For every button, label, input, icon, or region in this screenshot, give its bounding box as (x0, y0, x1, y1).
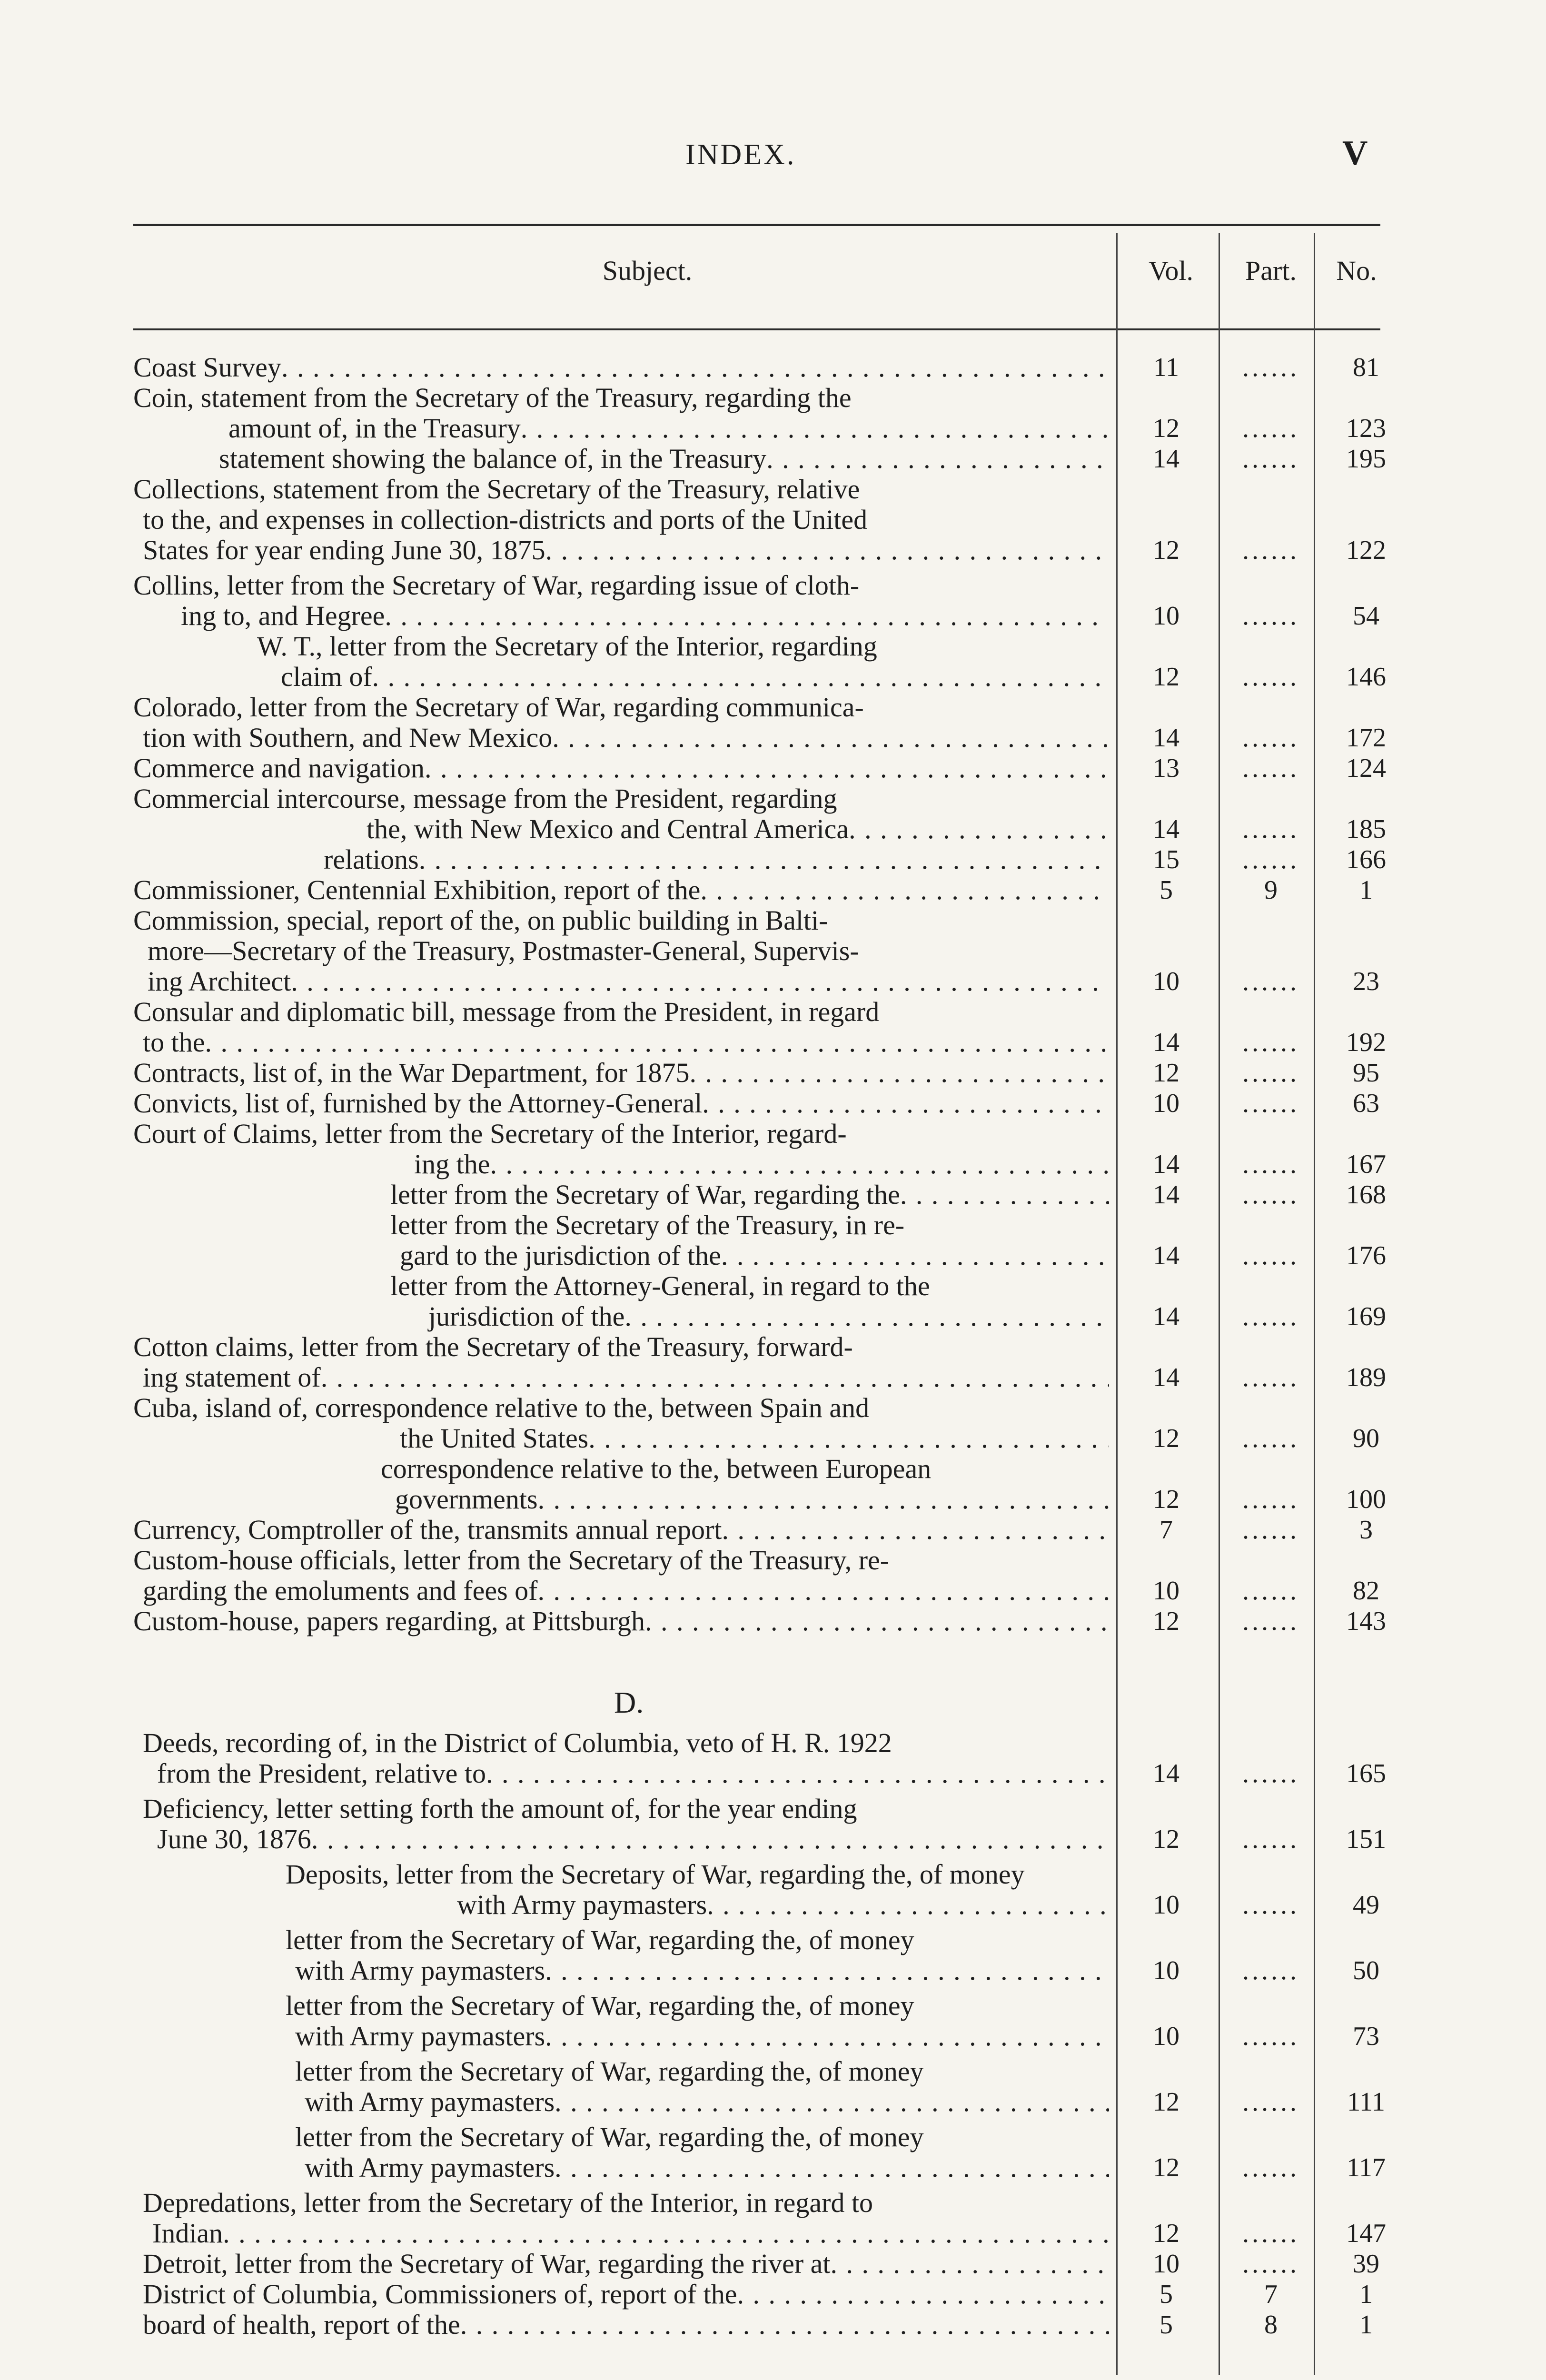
entry-vol: 14 (1153, 1028, 1179, 1057)
entry-subject-line: Indian . . . (143, 2218, 1109, 2249)
entry-subject (133, 1058, 1109, 1088)
entry-subject (133, 875, 1109, 905)
column-header-part: Part. (1245, 255, 1297, 286)
page-number: V (1342, 134, 1368, 173)
entry-no: 90 (1353, 1424, 1379, 1453)
entry-subject-line: Deficiency, letter setting forth the amount of, for the year ending (143, 1794, 857, 1824)
entry-subject (133, 352, 1109, 383)
entry-subject-line: Coin, statement from the Secretary of the Treasury, regarding the (133, 383, 852, 413)
entry-no: 63 (1353, 1089, 1379, 1118)
entry-no: 3 (1359, 1515, 1373, 1545)
entry-subject-line: relations . . . (324, 844, 1109, 875)
entry-subject-line: Contracts, list of, in the War Department, for 1875 . . . (133, 1058, 1109, 1088)
entry-vol: 14 (1153, 1180, 1179, 1210)
entry-subject (295, 2122, 1109, 2183)
entry-subject-line: letter from the Secretary of War, regarding the . . . (390, 1180, 1109, 1210)
entry-vol: 12 (1153, 1606, 1179, 1636)
entry-subject (390, 1180, 1109, 1210)
entry-no: 176 (1346, 1241, 1386, 1270)
entry-subject-line: letter from the Secretary of War, regarding the, of money (286, 1991, 914, 2021)
entry-part-leader: ...... (1242, 1576, 1299, 1606)
entry-part-leader: ...... (1242, 1058, 1299, 1088)
entry-no: 147 (1346, 2219, 1386, 2248)
entry-subject-line: Custom-house officials, letter from the Secretary of the Treasury, re- (133, 1545, 890, 1576)
entry-no: 124 (1346, 754, 1386, 783)
page-title: INDEX. (685, 139, 796, 171)
entry-no: 151 (1346, 1825, 1386, 1854)
column-divider-vol (1116, 233, 1118, 2375)
entry-part-leader: ...... (1242, 1028, 1299, 1057)
entry-vol: 15 (1153, 845, 1179, 874)
entry-part-leader: ...... (1242, 814, 1299, 844)
entry-vol: 5 (1160, 2280, 1173, 2309)
entry-no: 73 (1353, 2022, 1379, 2051)
header-rule-top (133, 224, 1380, 226)
entry-subject-line: tion with Southern, and New Mexico . . . (133, 723, 1109, 753)
entry-subject (219, 444, 1109, 474)
entry-subject-line: Currency, Comptroller of the, transmits annual report . . . (133, 1515, 1109, 1545)
entry-subject-line: States for year ending June 30, 1875 . . . (133, 535, 1109, 565)
entry-part: 7 (1264, 2280, 1278, 2309)
entry-subject-line: with Army paymasters . . . (286, 1955, 1109, 1986)
entry-subject-line: letter from the Attorney-General, in regard to the (390, 1271, 930, 1301)
entry-subject-line: the, with New Mexico and Central America . . . (133, 814, 1109, 844)
entry-subject-line: Convicts, list of, furnished by the Attorney-General . . . (133, 1088, 1109, 1119)
entry-vol: 12 (1153, 1058, 1179, 1088)
entry-vol: 5 (1160, 875, 1173, 905)
entry-subject (143, 2279, 1109, 2310)
entry-vol: 10 (1153, 1956, 1179, 1985)
entry-vol: 12 (1153, 536, 1179, 565)
entry-part-leader: ...... (1242, 1485, 1299, 1514)
entry-part-leader: ...... (1242, 1825, 1299, 1854)
entry-subject (133, 1545, 1109, 1606)
running-head (0, 133, 1546, 186)
entry-no: 185 (1346, 814, 1386, 844)
entry-part-leader: ...... (1242, 1606, 1299, 1636)
column-divider-part (1219, 233, 1220, 2375)
entry-subject-line: gard to the jurisdiction of the . . . (390, 1240, 1109, 1271)
entry-no: 122 (1346, 536, 1386, 565)
entry-subject (133, 1515, 1109, 1545)
entry-subject-line: correspondence relative to the, between European (381, 1454, 932, 1484)
entry-subject-line: ing statement of . . . (133, 1362, 1109, 1393)
entry-subject-line: Commerce and navigation . . . (133, 753, 1109, 783)
entry-subject-line: letter from the Secretary of the Treasury, in re- (390, 1210, 905, 1240)
entry-vol: 10 (1153, 2022, 1179, 2051)
entry-subject (133, 905, 1109, 997)
entry-part-leader: ...... (1242, 2153, 1299, 2182)
entry-subject-line: Detroit, letter from the Secretary of War, regarding the river at . . . (143, 2249, 1109, 2279)
entry-no: 165 (1346, 1759, 1386, 1788)
column-header-vol: Vol. (1148, 255, 1194, 286)
entry-subject (133, 570, 1109, 631)
entry-subject-line: Coast Survey . . . (133, 352, 1109, 383)
entry-no: 168 (1346, 1180, 1386, 1210)
entry-subject (133, 474, 1109, 565)
entry-subject-line: letter from the Secretary of War, regarding the, of money (295, 2056, 924, 2087)
entry-part-leader: ...... (1242, 2219, 1299, 2248)
entry-part-leader: ...... (1242, 414, 1299, 443)
entry-subject (133, 1606, 1109, 1636)
entry-subject (390, 1210, 1109, 1271)
entry-no: 123 (1346, 414, 1386, 443)
entry-subject (286, 1925, 1109, 1986)
entry-subject (133, 1393, 1109, 1454)
entry-subject-line: garding the emoluments and fees of . . . (133, 1576, 1109, 1606)
entry-part-leader: ...... (1242, 1150, 1299, 1179)
entry-vol: 12 (1153, 414, 1179, 443)
column-header-subject: Subject. (602, 255, 693, 286)
entry-no: 169 (1346, 1302, 1386, 1331)
entry-no: 146 (1346, 662, 1386, 692)
entry-subject (286, 1991, 1109, 2052)
entry-subject-line: amount of, in the Treasury . . . (133, 413, 1109, 444)
entry-no: 100 (1346, 1485, 1386, 1514)
entry-subject (143, 2188, 1109, 2249)
entry-subject-line: ing Architect . . . (133, 966, 1109, 997)
entry-no: 49 (1353, 1890, 1379, 1920)
entry-subject (390, 1271, 1109, 1332)
entry-subject-line: Deeds, recording of, in the District of Columbia, veto of H. R. 1922 (143, 1728, 892, 1758)
entry-vol: 12 (1153, 662, 1179, 692)
entry-subject-line: Colorado, letter from the Secretary of War, regarding communica- (133, 692, 864, 723)
entry-no: 143 (1346, 1606, 1386, 1636)
entry-vol: 14 (1153, 1759, 1179, 1788)
entry-subject (143, 1728, 1109, 1789)
entry-vol: 14 (1153, 1302, 1179, 1331)
entry-subject-line: claim of . . . (257, 662, 1109, 692)
entry-vol: 10 (1153, 601, 1179, 631)
entry-part-leader: ...... (1242, 1424, 1299, 1453)
entry-part-leader: ...... (1242, 2249, 1299, 2279)
entry-subject-line: District of Columbia, Commissioners of, report of the . . . (143, 2279, 1109, 2310)
entry-no: 192 (1346, 1028, 1386, 1057)
entry-subject-line: letter from the Secretary of War, regarding the, of money (286, 1925, 914, 1955)
entry-subject-line: Commission, special, report of the, on public building in Balti- (133, 905, 828, 936)
entry-subject-line: to the, and expenses in collection-districts and ports of the United (143, 505, 868, 535)
entry-subject-line: Cuba, island of, correspondence relative to the, between Spain and (133, 1393, 870, 1423)
entry-no: 1 (1359, 875, 1373, 905)
entry-subject-line: Deposits, letter from the Secretary of War, regarding the, of money (286, 1859, 1025, 1890)
entry-vol: 11 (1153, 353, 1179, 382)
entry-no: 23 (1353, 967, 1379, 996)
entry-part-leader: ...... (1242, 754, 1299, 783)
entry-subject (324, 844, 1109, 875)
entry-subject-line: with Army paymasters . . . (295, 2087, 1109, 2117)
entry-vol: 12 (1153, 2219, 1179, 2248)
entry-subject-line: Court of Claims, letter from the Secretary of the Interior, regard- (133, 1119, 847, 1149)
entry-no: 167 (1346, 1150, 1386, 1179)
entry-subject-line: governments . . . (381, 1484, 1109, 1515)
entry-vol: 10 (1153, 2249, 1179, 2279)
entry-no: 39 (1353, 2249, 1379, 2279)
entry-subject-line: Collins, letter from the Secretary of War, regarding issue of cloth- (133, 570, 860, 601)
entry-subject-line: board of health, report of the . . . (143, 2310, 1109, 2340)
entry-vol: 12 (1153, 1424, 1179, 1453)
entry-subject-line: Commercial intercourse, message from the President, regarding (133, 783, 837, 814)
entry-vol: 14 (1153, 444, 1179, 474)
entry-vol: 14 (1153, 814, 1179, 844)
entry-part-leader: ...... (1242, 2022, 1299, 2051)
entry-subject (143, 2249, 1109, 2279)
entry-no: 50 (1353, 1956, 1379, 1985)
entry-no: 189 (1346, 1363, 1386, 1392)
entry-subject (133, 383, 1109, 444)
column-header-no: No. (1336, 255, 1377, 286)
entry-vol: 13 (1153, 754, 1179, 783)
entry-no: 82 (1353, 1576, 1379, 1606)
entry-subject-line: letter from the Secretary of War, regarding the, of money (295, 2122, 924, 2152)
entry-vol: 5 (1160, 2310, 1173, 2340)
entry-part-leader: ...... (1242, 601, 1299, 631)
entry-part-leader: ...... (1242, 1180, 1299, 1210)
entry-part-leader: ...... (1242, 1302, 1299, 1331)
entry-subject-line: Consular and diplomatic bill, message from the President, in regard (133, 997, 880, 1027)
entry-no: 172 (1346, 723, 1386, 753)
entry-vol: 10 (1153, 1089, 1179, 1118)
entry-subject-line: ing to, and Hegree . . . (133, 601, 1109, 631)
entry-vol: 7 (1160, 1515, 1173, 1545)
entry-part-leader: ...... (1242, 1759, 1299, 1788)
entry-no: 117 (1347, 2153, 1386, 2182)
entry-subject-line: to the . . . (133, 1027, 1109, 1058)
entry-subject (295, 2056, 1109, 2117)
entry-no: 195 (1346, 444, 1386, 474)
entry-vol: 10 (1153, 967, 1179, 996)
entry-subject-line: the United States . . . (133, 1423, 1109, 1454)
entry-part: 8 (1264, 2310, 1278, 2340)
entry-subject (143, 2310, 1109, 2340)
entry-part-leader: ...... (1242, 353, 1299, 382)
entry-subject-line: Depredations, letter from the Secretary of the Interior, in regard to (143, 2188, 873, 2218)
entry-no: 111 (1347, 2087, 1385, 2117)
entry-no: 1 (1359, 2280, 1373, 2309)
entry-subject-line: with Army paymasters . . . (286, 1890, 1109, 1920)
entry-no: 81 (1353, 353, 1379, 382)
entry-subject (133, 1119, 1109, 1180)
entry-subject (133, 692, 1109, 753)
entry-no: 54 (1353, 601, 1379, 631)
entry-vol: 12 (1153, 2087, 1179, 2117)
entry-subject (133, 997, 1109, 1058)
entry-part-leader: ...... (1242, 1956, 1299, 1985)
entry-no: 95 (1353, 1058, 1379, 1088)
entry-vol: 14 (1153, 1150, 1179, 1179)
entry-subject-line: with Army paymasters . . . (286, 2021, 1109, 2052)
entry-subject (143, 1794, 1109, 1854)
entry-subject-line: June 30, 1876 . . . (143, 1824, 1109, 1854)
entry-vol: 14 (1153, 1241, 1179, 1270)
entry-subject (381, 1454, 1109, 1515)
section-letter-d: D. (614, 1686, 644, 1719)
entry-part-leader: ...... (1242, 1890, 1299, 1920)
entry-part-leader: ...... (1242, 536, 1299, 565)
entry-part-leader: ...... (1242, 723, 1299, 753)
entry-part-leader: ...... (1242, 662, 1299, 692)
entry-part-leader: ...... (1242, 1089, 1299, 1118)
entry-part-leader: ...... (1242, 1515, 1299, 1545)
entry-subject-line: with Army paymasters . . . (295, 2152, 1109, 2183)
entry-subject-line: ing the . . . (133, 1149, 1109, 1180)
entry-subject-line: more—Secretary of the Treasury, Postmaster-General, Supervis- (148, 936, 859, 966)
entry-part-leader: ...... (1242, 967, 1299, 996)
entry-subject (133, 1088, 1109, 1119)
entry-subject-line: Custom-house, papers regarding, at Pittsburgh . . . (133, 1606, 1109, 1636)
entry-subject-line: W. T., letter from the Secretary of the Interior, regarding (257, 631, 877, 662)
entry-subject (133, 753, 1109, 783)
entry-vol: 12 (1153, 1825, 1179, 1854)
entry-no: 166 (1346, 845, 1386, 874)
entry-subject-line: Commissioner, Centennial Exhibition, report of the . . . (133, 875, 1109, 905)
entry-subject-line: jurisdiction of the . . . (390, 1301, 1109, 1332)
entry-vol: 10 (1153, 1576, 1179, 1606)
entry-subject-line: Collections, statement from the Secretary of the Treasury, relative (133, 474, 860, 505)
entry-subject (133, 1332, 1109, 1393)
entry-subject-line: Cotton claims, letter from the Secretary of the Treasury, forward- (133, 1332, 853, 1362)
entry-vol: 14 (1153, 1363, 1179, 1392)
entry-subject (133, 783, 1109, 844)
entry-vol: 12 (1153, 2153, 1179, 2182)
entry-part: 9 (1264, 875, 1278, 905)
header-rule-bottom (133, 328, 1380, 330)
entry-vol: 12 (1153, 1485, 1179, 1514)
entry-part-leader: ...... (1242, 1363, 1299, 1392)
entry-no: 1 (1359, 2310, 1373, 2340)
entry-part-leader: ...... (1242, 2087, 1299, 2117)
entry-subject-line: from the President, relative to . . . (143, 1758, 1109, 1789)
entry-part-leader: ...... (1242, 1241, 1299, 1270)
entry-subject (257, 631, 1109, 692)
entry-subject-line: statement showing the balance of, in the Treasury . . . (219, 444, 1109, 474)
entry-part-leader: ...... (1242, 444, 1299, 474)
entry-vol: 14 (1153, 723, 1179, 753)
entry-part-leader: ...... (1242, 845, 1299, 874)
entry-subject (286, 1859, 1109, 1920)
entry-vol: 10 (1153, 1890, 1179, 1920)
